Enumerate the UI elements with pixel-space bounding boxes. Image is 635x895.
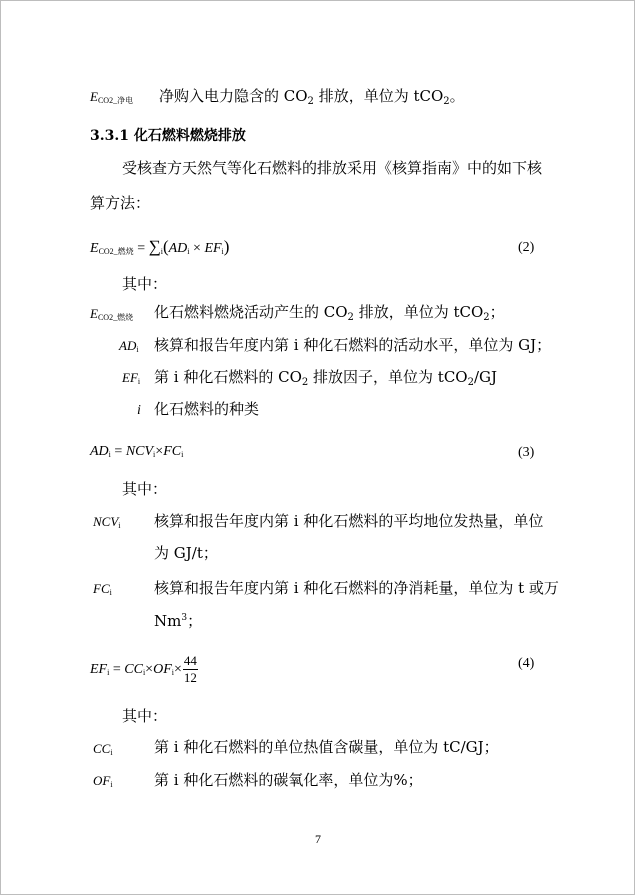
equation-2-number: (2) — [518, 240, 535, 255]
symbol-i: i — [137, 403, 141, 418]
where-label-2: 其中： — [122, 480, 168, 498]
symbol-cc-i: $CC_i$ — [93, 741, 113, 757]
definition-ncv-line-2: 为 GJ/t； — [154, 544, 218, 562]
symbol-fc-i: $FC_i$ — [93, 581, 112, 597]
equation-3-number: (3) — [518, 445, 535, 460]
fraction-44-12: $\frac{44}{12}$ — [183, 653, 197, 686]
equation-2: $E_{CO2\_燃烧} = \sum_i(AD_i \times EF_i)$ — [90, 237, 230, 256]
paragraph-line-2: 算方法： — [90, 194, 151, 212]
paragraph-line-1: 受核查方天然气等化石燃料的排放采用《核算指南》中的如下核 — [122, 159, 543, 177]
definition-emission-factor: 第 i 种化石燃料的 $CO_2$ 排放因子，单位为 tCO$_2$/GJ — [154, 368, 498, 388]
section-heading: 3.3.1 化石燃料燃烧排放 — [90, 128, 246, 144]
where-label-3: 其中： — [122, 707, 168, 725]
symbol-e-co2-combustion: $E_{CO2\_燃烧}$ — [90, 306, 134, 322]
definition-fc-line-1: 核算和报告年度内第 i 种化石燃料的净消耗量，单位为 t 或万 — [154, 579, 559, 597]
symbol-e-co2-electricity: $E_{CO2\_净电}$ — [90, 89, 134, 105]
definition-electricity-emission: 净购入电力隐含的 $CO_2$ 排放，单位为 tCO$_2$。 — [159, 87, 465, 107]
definition-combustion-emission: 化石燃料燃烧活动产生的 $CO_2$ 排放，单位为 tCO$_2$； — [154, 303, 505, 323]
definition-carbon-content: 第 i 种化石燃料的单位热值含碳量，单位为 tC/GJ； — [154, 738, 499, 756]
equation-4: $EF_i = CC_i\times OF_i\times$ $\frac{44}{12}$ — [90, 653, 197, 686]
equation-3: $AD_i = NCV_i\times FC_i$ — [90, 444, 184, 459]
page-number: 7 — [315, 832, 321, 846]
equation-4-number: (4) — [518, 656, 535, 671]
symbol-of-i: $OF_i$ — [93, 773, 113, 789]
definition-activity-level: 核算和报告年度内第 i 种化石燃料的活动水平，单位为 GJ； — [154, 336, 552, 354]
definition-oxidation-rate: 第 i 种化石燃料的碳氧化率，单位为%； — [154, 771, 423, 789]
definition-fuel-type: 化石燃料的种类 — [154, 400, 260, 418]
symbol-ad-i: $AD_i$ — [119, 338, 139, 354]
symbol-ncv-i: $NCV_i$ — [93, 514, 121, 530]
definition-fc-line-2: Nm$^3$； — [154, 612, 203, 630]
where-label-1: 其中： — [122, 275, 168, 293]
symbol-ef-i: $EF_i$ — [122, 370, 141, 386]
definition-ncv-line-1: 核算和报告年度内第 i 种化石燃料的平均地位发热量，单位 — [154, 512, 544, 530]
